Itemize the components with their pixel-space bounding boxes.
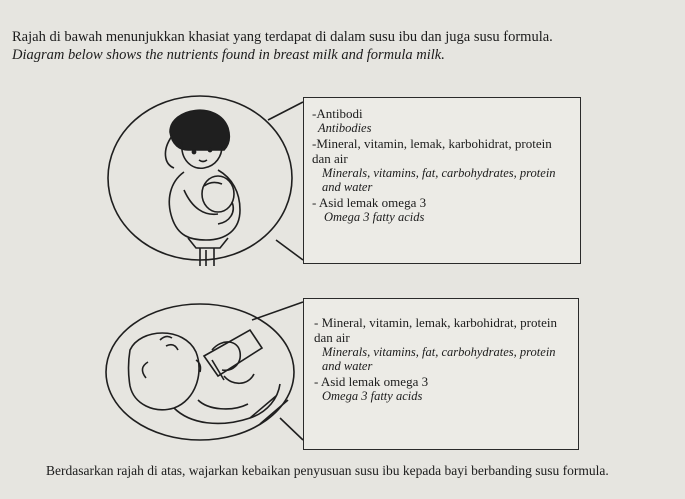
list-item	[312, 195, 576, 224]
item-malay: - Asid lemak omega 3	[312, 195, 427, 210]
item-english: Antibodies	[318, 121, 372, 135]
mother-breastfeeding-icon	[100, 90, 305, 270]
list-item	[314, 374, 574, 403]
item-malay: - Mineral, vitamin, lemak, karbohidrat, protein dan air	[314, 315, 557, 345]
item-english: Omega 3 fatty acids	[322, 389, 423, 403]
item-malay: -Antibodi	[312, 106, 363, 121]
list-item	[312, 136, 576, 194]
formula-milk-nutrients-box	[303, 298, 579, 450]
item-english: Minerals, vitamins, fat, carbohydrates, protein and water	[322, 166, 556, 194]
intro-malay: Rajah di bawah menunjukkan khasiat yang terdapat di dalam susu ibu dan juga susu formula.	[12, 29, 553, 45]
baby-bottle-feeding-icon	[100, 300, 305, 445]
item-malay: -Mineral, vitamin, lemak, karbohidrat, protein dan air	[312, 136, 552, 166]
question-text: Berdasarkan rajah di atas, wajarkan kebaikan penyusuan susu ibu kepada bayi berbanding susu formula.	[46, 463, 609, 478]
list-item	[314, 315, 574, 373]
item-english: Omega 3 fatty acids	[324, 210, 425, 224]
breast-milk-list	[304, 98, 580, 224]
list-item	[312, 106, 576, 135]
breast-milk-nutrients-box	[303, 97, 581, 264]
intro-english: Diagram below shows the nutrients found in breast milk and formula milk.	[12, 47, 445, 63]
formula-milk-list	[304, 299, 578, 403]
item-malay: - Asid lemak omega 3	[314, 374, 429, 389]
item-english: Minerals, vitamins, fat, carbohydrates, protein and water	[322, 345, 556, 373]
intro-text	[12, 28, 677, 64]
